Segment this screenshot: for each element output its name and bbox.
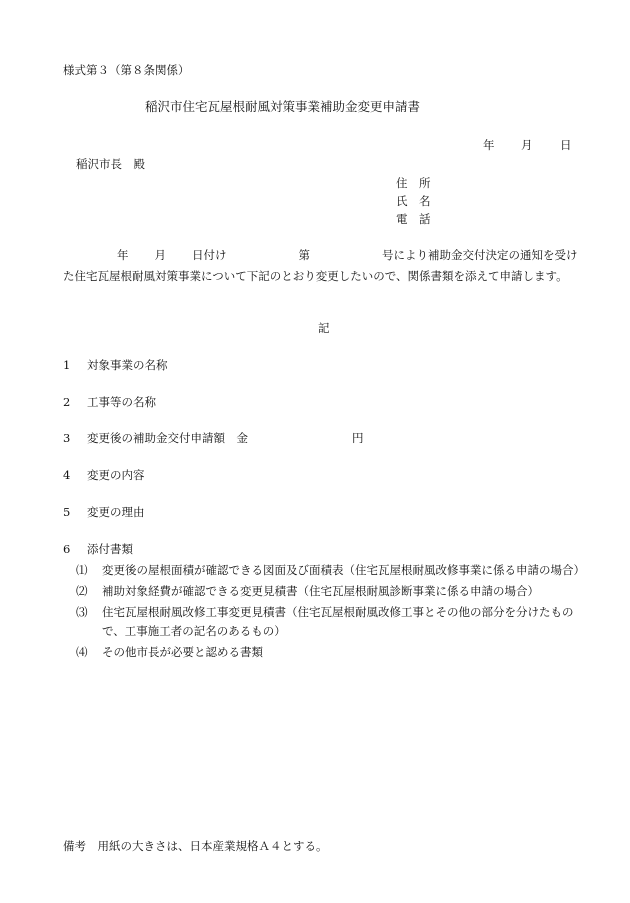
attachment-number: ⑴ <box>76 563 88 577</box>
date-day-label: 日 <box>560 138 572 152</box>
addressee: 稲沢市長 殿 <box>76 157 145 171</box>
intro-year: 年 <box>117 248 129 262</box>
attachment-item <box>76 582 588 601</box>
item-number: 5 <box>63 505 71 519</box>
item-number: 2 <box>63 395 71 409</box>
applicant-phone-label: 電 話 <box>396 212 431 226</box>
attachment-list <box>76 561 588 662</box>
attachment-number: ⑶ <box>76 605 88 619</box>
item-number: 3 <box>63 431 71 445</box>
attachment-text: 補助対象経費が確認できる変更見積書（住宅瓦屋根耐風診断事業に係る申請の場合） <box>102 584 539 598</box>
attachment-number: ⑷ <box>76 645 88 659</box>
intro-paragraph <box>63 245 583 287</box>
applicant-name-label: 氏 名 <box>396 194 431 208</box>
attachment-text: 変更後の屋根面積が確認できる図面及び面積表（住宅瓦屋根耐風改修事業に係る申請の場合） <box>102 563 585 577</box>
item-4 <box>63 470 145 482</box>
item-1 <box>63 360 168 372</box>
item-3 <box>63 433 364 445</box>
item-6 <box>63 544 133 556</box>
attachment-item <box>76 643 588 662</box>
intro-month: 月 <box>154 248 166 262</box>
item-5 <box>63 507 145 519</box>
item-2 <box>63 397 156 409</box>
item-text: 工事等の名称 <box>87 395 156 409</box>
item-number: 6 <box>63 542 71 556</box>
attachment-item <box>76 603 588 641</box>
ki-heading: 記 <box>318 321 330 335</box>
attachment-item <box>76 561 588 580</box>
attachment-text: その他市長が必要と認める書類 <box>102 645 263 659</box>
item-text: 添付書類 <box>87 542 133 556</box>
date-year-label: 年 <box>483 138 495 152</box>
footer-note: 備考 用紙の大きさは、日本産業規格Ａ４とする。 <box>63 839 328 853</box>
item-text: 変更の理由 <box>87 505 145 519</box>
item-number: 1 <box>63 358 71 372</box>
attachment-text: 住宅瓦屋根耐風改修工事変更見積書（住宅瓦屋根耐風改修工事とその他の部分を分けたもので、工事施工者の記名のあるもの） <box>102 605 574 638</box>
document-title: 稲沢市住宅瓦屋根耐風対策事業補助金変更申請書 <box>145 99 421 114</box>
form-number: 様式第３（第８条関係） <box>63 63 190 77</box>
item-text: 変更後の補助金交付申請額 金 <box>87 431 248 445</box>
intro-dai: 第 <box>298 248 310 262</box>
attachment-number: ⑵ <box>76 584 88 598</box>
yen-unit: 円 <box>352 431 364 445</box>
item-text: 変更の内容 <box>87 468 145 482</box>
date-month-label: 月 <box>521 138 533 152</box>
item-text: 対象事業の名称 <box>87 358 168 372</box>
intro-text: 号により補助金交付決定の通知を受けた住宅瓦屋根耐風対策事業について下記のとおり変更したいので、関係書類を添えて申請します。 <box>63 248 578 283</box>
item-number: 4 <box>63 468 71 482</box>
intro-day: 日付け <box>192 248 227 262</box>
applicant-address-label: 住 所 <box>396 176 431 190</box>
